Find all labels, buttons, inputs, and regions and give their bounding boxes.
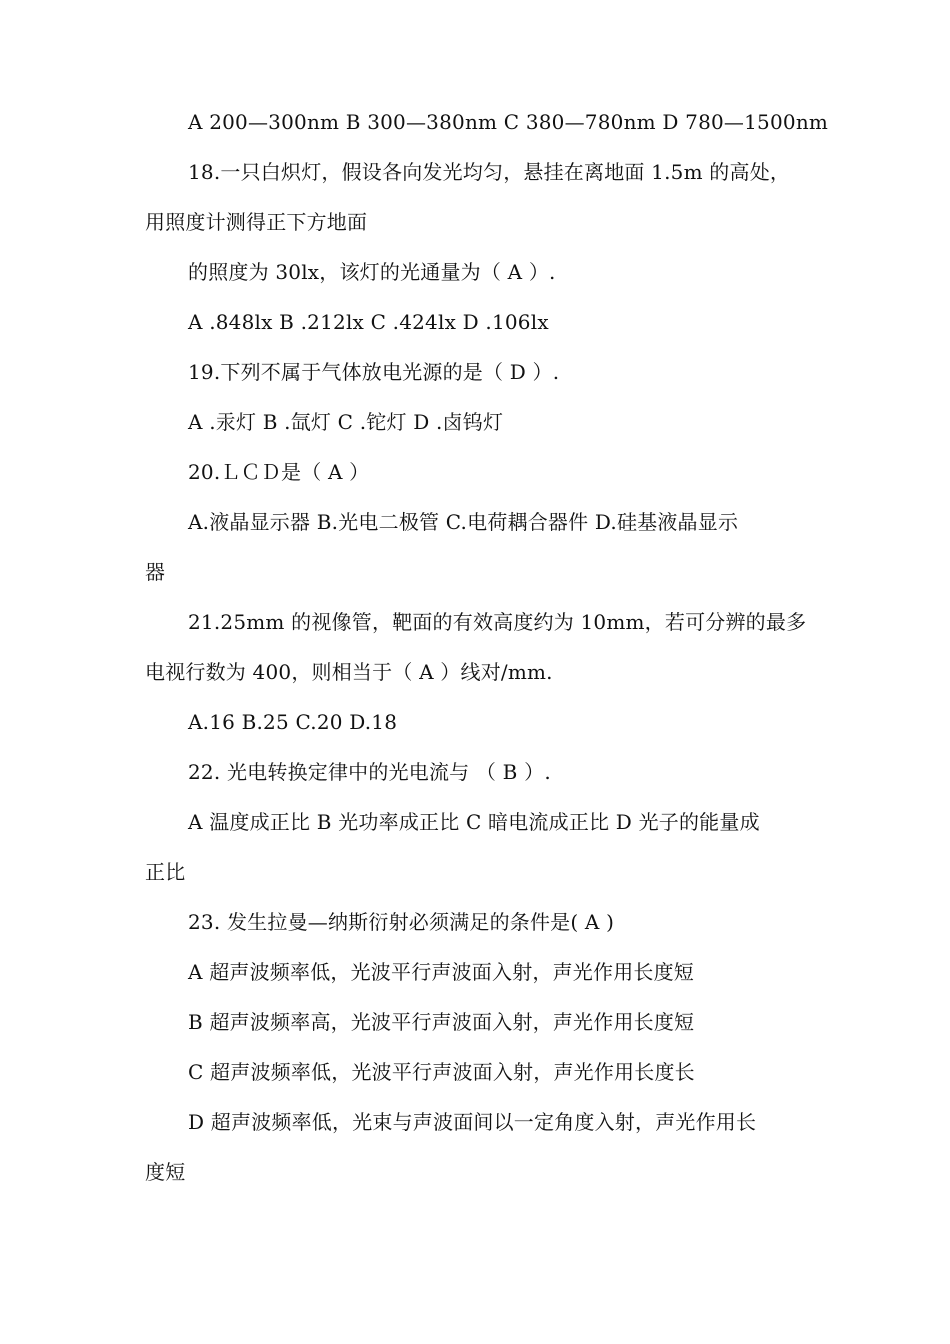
q17-options: A 200—300nm B 300—380nm C 380—780nm D 780—1500nm <box>188 110 829 134</box>
q19-question: 19.下列不属于气体放电光源的是（ D ）. <box>188 360 560 384</box>
q20-question: 20.ＬＣＤ是（ A ） <box>188 460 370 484</box>
q23-option-b: B 超声波频率高，光波平行声波面入射，声光作用长度短 <box>188 1010 695 1034</box>
q18-question-line2: 用照度计测得正下方地面 <box>145 210 368 234</box>
q23-option-c: C 超声波频率低，光波平行声波面入射，声光作用长度长 <box>188 1060 695 1084</box>
q23-option-d-line2: 度短 <box>145 1160 186 1184</box>
q18-options: A .848lx B .212lx C .424lx D .106lx <box>188 310 549 334</box>
q20-options-line1: A.液晶显示器 B.光电二极管 C.电荷耦合器件 D.硅基液晶显示 <box>188 510 739 534</box>
q23-question: 23. 发生拉曼—纳斯衍射必须满足的条件是( A ) <box>188 910 615 934</box>
q21-options: A.16 B.25 C.20 D.18 <box>188 710 398 734</box>
q23-option-a: A 超声波频率低，光波平行声波面入射，声光作用长度短 <box>188 960 695 984</box>
q22-options-line1: A 温度成正比 B 光功率成正比 C 暗电流成正比 D 光子的能量成 <box>188 810 760 834</box>
q18-question-line1: 18.一只白炽灯，假设各向发光均匀，悬挂在离地面 1.5m 的高处， <box>188 160 791 184</box>
q20-options-line2: 器 <box>145 560 166 584</box>
q22-options-line2: 正比 <box>145 860 186 884</box>
q23-option-d-line1: D 超声波频率低，光束与声波面间以一定角度入射，声光作用长 <box>188 1110 757 1134</box>
q21-question-line2: 电视行数为 400，则相当于（ A ）线对/mm. <box>145 660 553 684</box>
q18-question-line3: 的照度为 30lx，该灯的光通量为（ A ）. <box>188 260 556 284</box>
q21-question-line1: 21.25mm 的视像管，靶面的有效高度约为 10mm，若可分辨的最多 <box>188 610 807 634</box>
q19-options: A .汞灯 B .氙灯 C .铊灯 D .卤钨灯 <box>188 410 504 434</box>
q22-question: 22. 光电转换定律中的光电流与 （ B ）. <box>188 760 551 784</box>
